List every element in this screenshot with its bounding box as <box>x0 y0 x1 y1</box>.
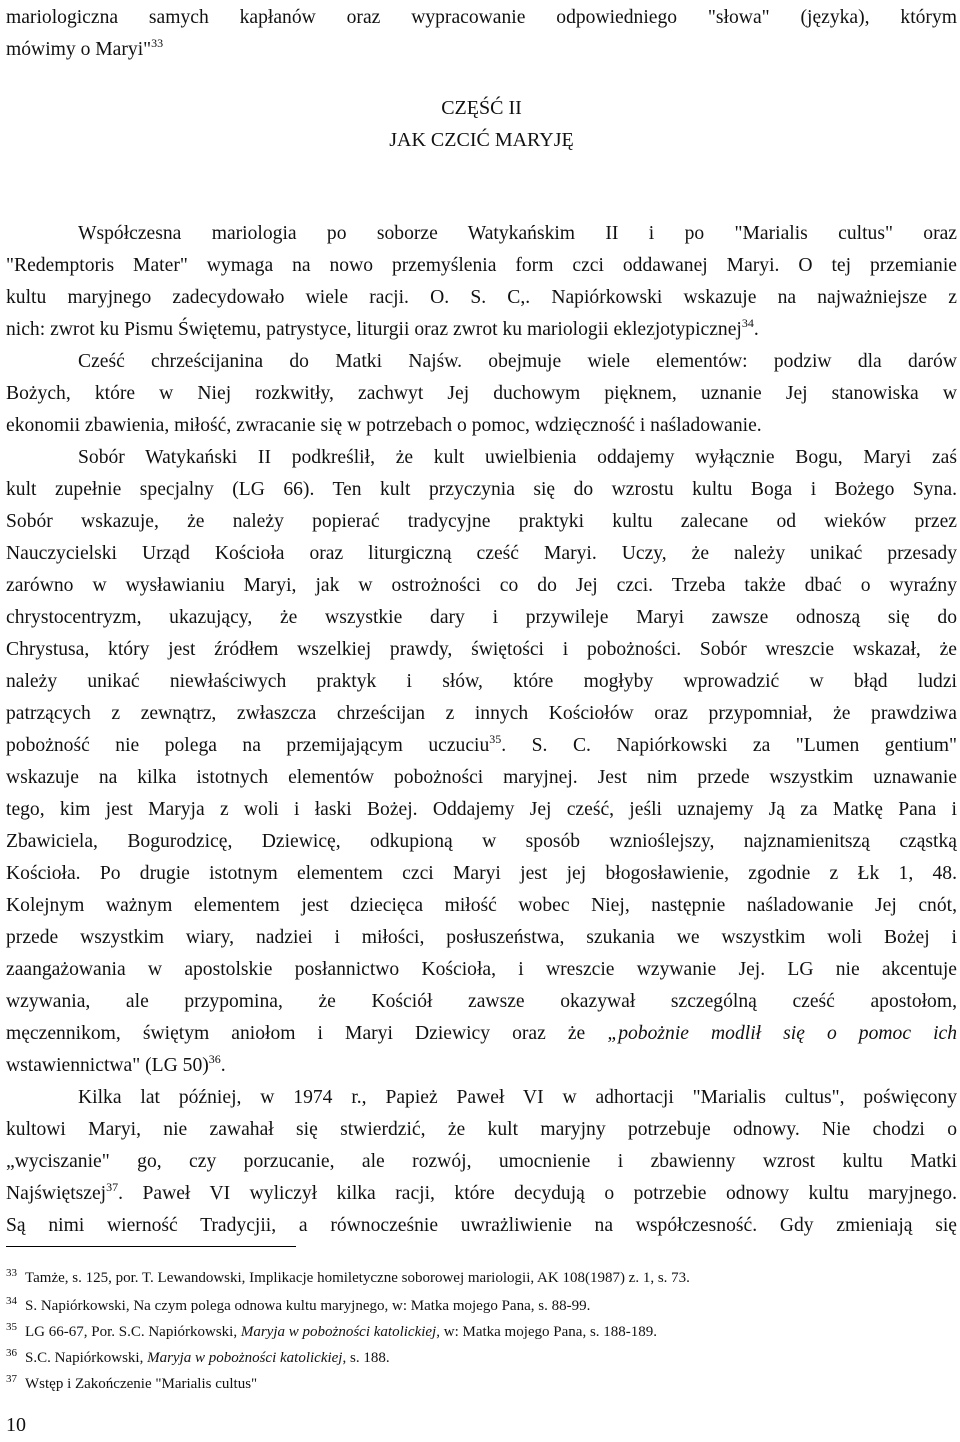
paragraph-line: Zbawiciela, Bogurodzicę, Dziewicę, odkupioną w sposób wznioślejszy, najznamienitszą cząstką <box>6 831 957 852</box>
paragraph-line: wstawiennictwa" (LG 50)$^{36}$. <box>6 1052 226 1076</box>
paragraph-line: zaangażowania w apostolskie posłannictwo Kościoła, i wreszcie wzywanie Jej. LG nie akcentuje <box>6 959 957 980</box>
paragraph-line: wskazuje na kilka istotnych elementów pobożności maryjnej. Jest nim przede wszystkim uznawanie <box>6 767 957 788</box>
paragraph-line: kultowi Maryi, nie zawahał się stwierdzić, że kult maryjny potrzebuje odnowy. Nie chodzi o <box>6 1119 957 1140</box>
paragraph-line: mariologiczna samych kapłanów oraz wypracowanie odpowiedniego "słowa" (języka), którym <box>6 7 957 28</box>
paragraph-line: kult zupełnie specjalny (LG 66). Ten kult przyczynia się do wzrostu kultu Boga i Bożego Syna. <box>6 479 957 500</box>
paragraph-line: pobożność nie polega na przemijającym uczuciu$^{35}$. S. C. Napiórkowski za "Lumen gentium" <box>6 732 957 756</box>
section-title: JAK CZCIĆ MARYJĘ <box>389 129 574 151</box>
paragraph-line: mówimy o Maryi"$^{33}$ <box>6 36 164 60</box>
footnote-divider <box>6 1246 296 1247</box>
paragraph-line: patrzących z zewnątrz, zwłaszcza chrześcijan z innych Kościołów oraz przypomniał, że prawdziwa <box>6 703 957 724</box>
paragraph-line: Bożych, które w Niej rozkwitły, zachwyt Jej duchowym pięknem, uznanie Jej stanowiska w <box>6 383 957 404</box>
footnote: 37 Wstęp i Zakończenie "Marialis cultus" <box>6 1373 258 1392</box>
paragraph-line: wzywania, ale przypomina, że Kościół zawsze okazywał szczególną cześć apostołom, <box>6 991 957 1012</box>
section-part: CZĘŚĆ II <box>441 97 522 119</box>
paragraph-line: Cześć chrześcijanina do Matki Najśw. obejmuje wiele elementów: podziw dla darów <box>78 351 957 372</box>
paragraph-line: kultu maryjnego zadecydowało wiele racji. O. S. C,. Napiórkowski wskazuje na najważniejsze z <box>6 287 957 308</box>
paragraph-line: Są nimi wierność Tradycjii, a równocześnie uwrażliwienie na współczesność. Gdy zmieniają się <box>6 1215 957 1236</box>
footnote-ref: 37 <box>106 1180 119 1194</box>
italic-quote: „pobożnie modlił się o pomoc ich <box>607 1023 957 1044</box>
footnote: 34 S. Napiórkowski, Na czym polega odnowa kultu maryjnego, w: Matka mojego Pana, s. 88-99. <box>6 1295 591 1314</box>
page-number: 10 <box>6 1414 26 1436</box>
footnote-ref: 35 <box>489 732 502 746</box>
footnote-ref: 34 <box>741 316 754 330</box>
paragraph-line: Kilka lat później, w 1974 r., Papież Paweł VI w adhortacji "Marialis cultus", poświęcony <box>78 1087 957 1108</box>
paragraph-line: męczennikom, świętym aniołom i Maryi Dziewicy oraz że „pobożnie modlił się o pomoc ich <box>6 1023 957 1044</box>
footnote: 35 LG 66-67, Por. S.C. Napiórkowski, Maryja w pobożności katolickiej, w: Matka mojego Pana, s. 188-189. <box>6 1321 658 1340</box>
footnote-ref: 36 <box>208 1052 221 1066</box>
paragraph-line: tego, kim jest Maryja z woli i łaski Bożej. Oddajemy Jej cześć, jeśli uznajemy Ją za Matkę Pana i <box>6 799 957 820</box>
paragraph-line: Nauczycielski Urząd Kościoła oraz liturgiczną cześć Maryi. Uczy, że należy unikać przesady <box>6 543 957 564</box>
footnote: 33 Tamże, s. 125, por. T. Lewandowski, Implikacje homiletyczne soborowej mariologii, AK 108(1987) z. 1, s. 73. <box>6 1267 690 1286</box>
paragraph-line: należy unikać niewłaściwych praktyk i słów, które mogłyby wprowadzić w błąd ludzi <box>6 671 957 692</box>
paragraph-line: chrystocentryzm, ukazujący, że wszystkie dary i przywileje Maryi zawsze odnoszą się do <box>6 607 957 628</box>
footnote-ref: 33 <box>151 36 164 50</box>
paragraph-line: Najświętszej$^{37}$. Paweł VI wyliczył kilka racji, które decydują o potrzebie odnowy kultu maryjnego. <box>6 1180 957 1204</box>
paragraph-line: Chrystusa, który jest źródłem wszelkiej prawdy, świętości i pobożności. Sobór wreszcie wskazał, że <box>6 639 957 660</box>
footnote: 36 S.C. Napiórkowski, Maryja w pobożności katolickiej, s. 188. <box>6 1347 390 1366</box>
paragraph-line: Współczesna mariologia po soborze Watykańskim II i po "Marialis cultus" oraz <box>78 223 957 244</box>
paragraph-line: Kolejnym ważnym elementem jest dziecięca miłość wobec Niej, następnie naśladowanie Jej cnót, <box>6 895 957 916</box>
paragraph-line: przede wszystkim wiary, nadziei i miłości, posłuszeństwa, szukania we wszystkim woli Bożej i <box>6 927 957 948</box>
paragraph-line: zarówno w wysławianiu Maryi, jak w ostrożności co do Jej czci. Trzeba także dbać o wyraźny <box>6 575 957 596</box>
paragraph-line: ekonomii zbawienia, miłość, zwracanie się w potrzebach o pomoc, wdzięczność i naśladowanie. <box>6 415 762 436</box>
paragraph-line: nich: zwrot ku Pismu Świętemu, patrystyce, liturgii oraz zwrot ku mariologii eklezjotypicznej$^{34}$. <box>6 316 759 340</box>
paragraph-line: "Redemptoris Mater" wymaga na nowo przemyślenia form czci oddawanej Maryi. O tej przemianie <box>6 255 957 276</box>
paragraph-line: „wyciszanie" go, czy porzucanie, ale rozwój, umocnienie i zbawienny wzrost kultu Matki <box>6 1151 957 1172</box>
paragraph-line: Sobór Watykański II podkreślił, że kult uwielbienia oddajemy wyłącznie Bogu, Maryi zaś <box>78 447 957 468</box>
paragraph-line: Kościoła. Po drugie istotnym elementem czci Maryi jest jej błogosławienie, zgodnie z Łk 1, 48. <box>6 863 957 884</box>
paragraph-line: Sobór wskazuje, że należy popierać tradycyjne praktyki kultu zalecane od wieków przez <box>6 511 957 532</box>
